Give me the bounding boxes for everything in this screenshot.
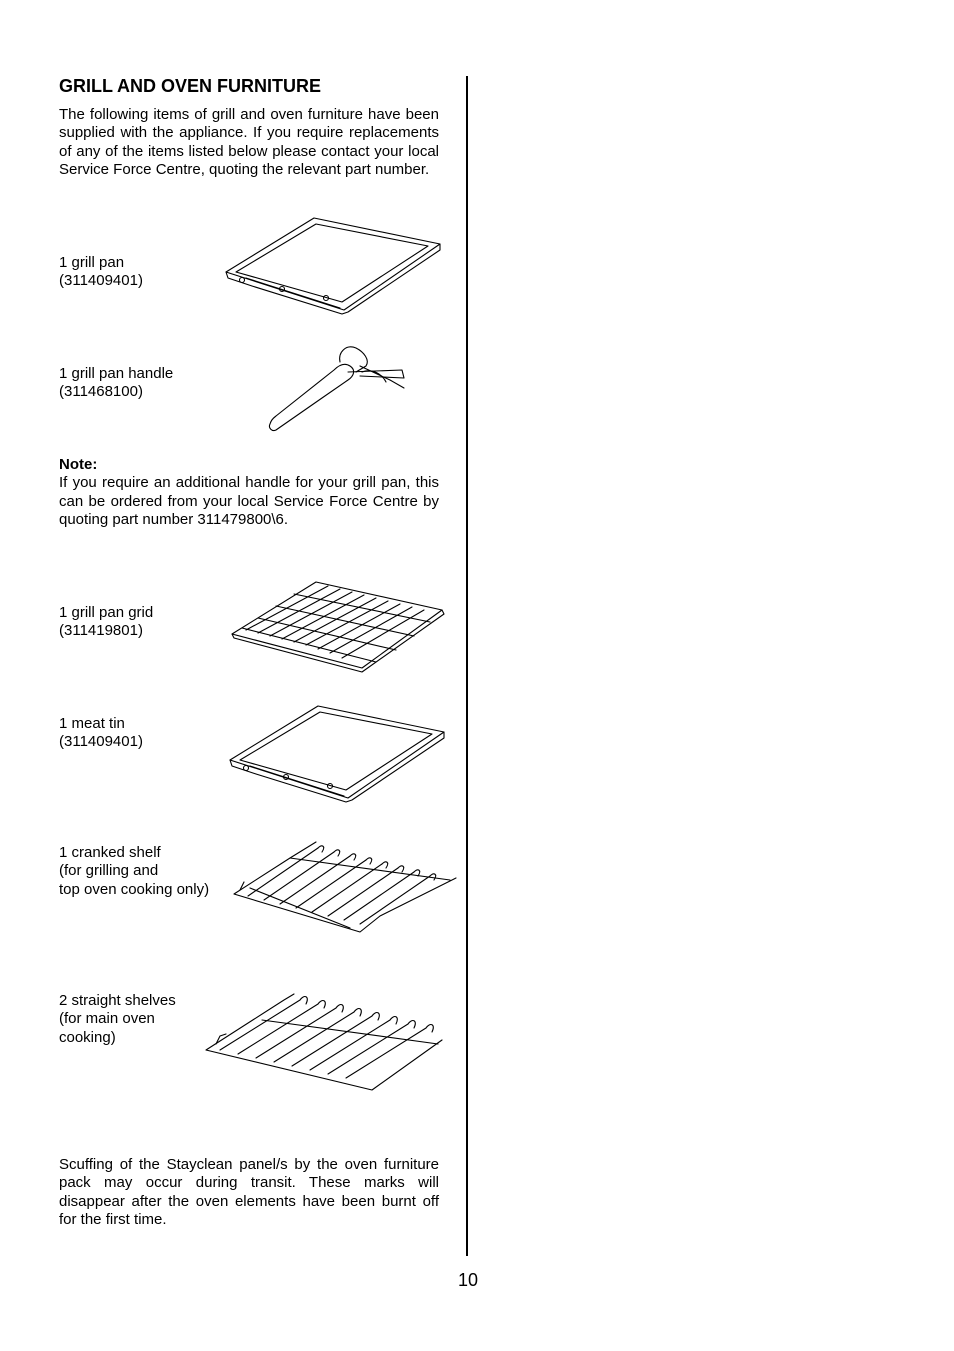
item-detail: top oven cooking only) xyxy=(59,880,210,898)
item-label: 1 cranked shelf xyxy=(59,844,161,861)
item-label: 1 meat tin xyxy=(59,715,125,732)
note-body: If you require an additional handle for your grill pan, this can be ordered from your local Service Force Centre by quoting part number 311479800\6. xyxy=(59,474,439,529)
grill-pan-icon xyxy=(222,214,444,316)
item-detail: cooking) xyxy=(59,1028,116,1046)
grill-pan-handle-icon xyxy=(264,342,409,434)
note-block xyxy=(59,456,439,530)
item-part-number: (311409401) xyxy=(59,272,143,290)
item-label: 1 grill pan xyxy=(59,254,125,271)
item-grill-pan-grid xyxy=(59,604,153,641)
note-title: Note: xyxy=(59,456,98,473)
item-grill-pan-handle xyxy=(59,365,173,402)
straight-shelf-icon xyxy=(202,990,448,1094)
grill-pan-grid-icon xyxy=(228,578,446,672)
item-meat-tin xyxy=(59,715,143,752)
item-label: 1 grill pan grid xyxy=(59,604,154,621)
item-label: 1 grill pan handle xyxy=(59,365,174,382)
item-part-number: (311468100) xyxy=(59,383,143,401)
footer-paragraph: Scuffing of the Stayclean panel/s by the oven furniture pack may occur during transit. These marks will disappear after the oven elements have been burnt off for the first time. xyxy=(59,1156,439,1229)
page-number: 10 xyxy=(458,1270,479,1290)
item-detail: (for main oven xyxy=(59,1010,155,1028)
intro-paragraph: The following items of grill and oven furniture have been supplied with the appliance. If you require replacements of any of the items listed below please contact your local Service Force Centre, quoting the relevant part number. xyxy=(59,106,439,179)
item-grill-pan xyxy=(59,254,143,291)
item-cranked-shelf xyxy=(59,844,209,899)
item-part-number: (311409401) xyxy=(59,733,143,751)
column-divider xyxy=(466,76,468,1256)
item-detail: (for grilling and xyxy=(59,862,159,880)
cranked-shelf-icon xyxy=(230,838,458,938)
meat-tin-icon xyxy=(226,702,448,804)
item-straight-shelves xyxy=(59,992,176,1047)
item-part-number: (311419801) xyxy=(59,622,143,640)
page-heading: GRILL AND OVEN FURNITURE xyxy=(59,76,322,96)
item-label: 2 straight shelves xyxy=(59,992,176,1009)
